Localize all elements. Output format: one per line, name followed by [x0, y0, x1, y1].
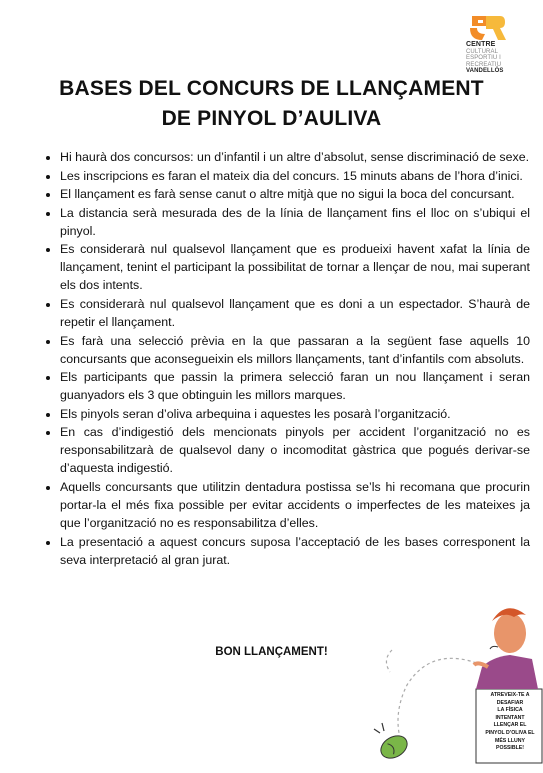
logo-line: CULTURAL: [466, 48, 499, 55]
logo-text: [466, 42, 522, 75]
rule-item: • Les inscripcions es faran el mateix dia del concurs. 15 minuts abans de l’hora d’inici.: [60, 167, 530, 185]
rule-item: • La presentació a aquest concurs suposa l’acceptació de les bases corresponent la seva interpretació al gran jurat.: [60, 533, 530, 569]
rule-item: • Es farà una selecció prèvia en la que passaran a la següent fase aquells 10 concursants que aconsegueixin els millors llançaments, tant d’infantils com absoluts.: [60, 332, 530, 368]
logo-line: CENTRE: [466, 41, 496, 48]
page-title: [0, 74, 543, 134]
logo-line: ESPORTIU I: [466, 55, 501, 61]
callout-line: DESAFIAR: [496, 699, 524, 706]
rule-item: • La distancia serà mesurada des de la línia de llançament fins el lloc on s’ubiqui el pinyol.: [60, 204, 530, 240]
logo-line: RECREATIU: [466, 61, 502, 68]
logo-line: VANDELLÒS: [466, 68, 504, 74]
rule-item: • Aquells concursants que utilitzin dentadura postissa se’ls hi recomana que procurin portar-la el més fixa possible per evitar accidents o imperfectes de les mateixes ja que l’organització no es responsabilitza d’elles.: [60, 478, 530, 532]
callout-line: PINYOL D’OLIVA EL: [485, 729, 535, 736]
rule-item: • En cas d’indigestió dels mencionats pinyols per accident l’organització no es responsabilitzarà de qualsevol dany o incomoditat gàstrica que pogués derivar-se d’aquesta indigestió.: [60, 423, 530, 477]
logo-mark-icon: [468, 12, 506, 42]
callout-line: POSSIBLE!: [496, 745, 524, 752]
callout-line: LA FÍSICA: [497, 707, 523, 714]
rule-item: • Es considerarà nul qualsevol llançament que es doni a un espectador. S’haurà de repetir el llançament.: [60, 295, 530, 331]
logo: [466, 12, 522, 75]
rule-item: • Hi haurà dos concursos: un d’infantil i un altre d’absolut, sense discriminació de sexe.: [60, 148, 530, 166]
rule-item: • Els participants que passin la primera selecció faran un nou llançament i seran guanyadors els 3 que obtinguin les millors marques.: [60, 368, 530, 404]
title-line-2: DE PINYOL D’AULIVA: [161, 107, 382, 130]
rule-item: • El llançament es farà sense canut o altre mitjà que no sigui la boca del concursant.: [60, 185, 530, 203]
closing-text: BON LLANÇAMENT!: [215, 646, 328, 658]
callout-line: INTENTANT: [495, 714, 525, 721]
callout-line: ATREVEIX-TE A: [490, 692, 530, 698]
callout-line: MÉS LLUNY: [495, 737, 525, 744]
rules-list: [40, 148, 530, 569]
callout-text: [478, 692, 542, 753]
callout-line: LLENÇAR EL: [493, 722, 527, 729]
rule-item: • Els pinyols seran d’oliva arbequina i aquestes les posarà l’organització.: [60, 405, 530, 423]
rule-item: • Es considerarà nul qualsevol llançament que es produeixi havent xafat la línia de llançament, tenint el participant la possibilitat de tornar a llençar de nou, mai superant els dos intents.: [60, 240, 530, 294]
title-line-1: BASES DEL CONCURS DE LLANÇAMENT: [59, 77, 484, 100]
